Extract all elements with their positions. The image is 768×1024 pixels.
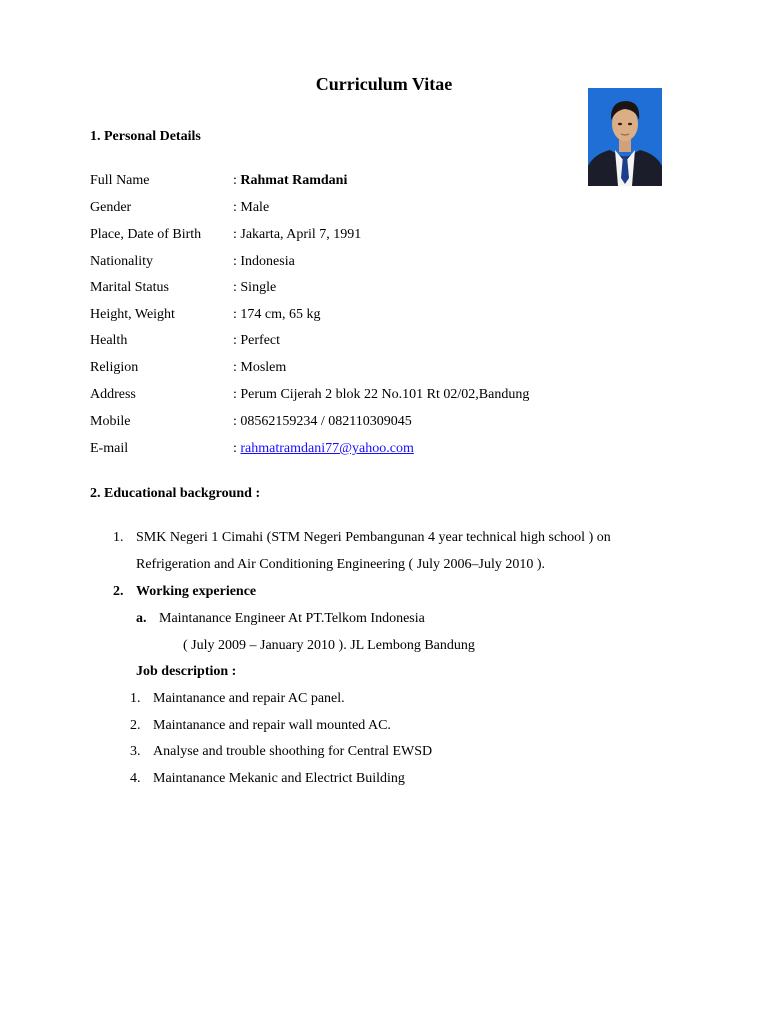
full-name-value: Rahmat Ramdani	[240, 173, 348, 188]
separator: :	[233, 441, 241, 456]
nationality-value: Indonesia	[240, 254, 295, 269]
job-number: 2.	[130, 718, 141, 733]
job-number: 4.	[130, 771, 141, 786]
work-number: 2.	[113, 584, 124, 599]
work-heading: Working experience	[136, 584, 257, 599]
field-label: Height, Weight	[90, 307, 175, 322]
education-heading: 2. Educational background :	[90, 486, 261, 501]
separator: :	[233, 414, 241, 429]
mobile-value: 08562159234 / 082110309045	[240, 414, 412, 429]
separator: :	[233, 387, 241, 402]
marital-value: Single	[240, 280, 277, 295]
religion-value: Moslem	[240, 360, 287, 375]
field-label: E-mail	[90, 441, 129, 456]
work-item-line-1: Maintanance Engineer At PT.Telkom Indonesia	[159, 611, 425, 626]
field-label: Address	[90, 387, 136, 402]
profile-photo	[588, 88, 662, 186]
gender-value: Male	[240, 200, 270, 215]
field-label: Full Name	[90, 173, 150, 188]
field-label: Place, Date of Birth	[90, 227, 202, 242]
education-line-2: Refrigeration and Air Conditioning Engineering ( July 2006–July 2010 ).	[136, 557, 546, 572]
job-item: Maintanance and repair AC panel.	[153, 691, 345, 706]
field-value	[233, 358, 286, 378]
separator: :	[233, 360, 241, 375]
separator: :	[233, 280, 241, 295]
field-label: Nationality	[90, 254, 153, 269]
field-value	[233, 252, 295, 272]
separator: :	[233, 200, 241, 215]
education-number: 1.	[113, 530, 124, 545]
field-value	[233, 171, 347, 191]
field-label: Gender	[90, 200, 132, 215]
field-value	[233, 385, 529, 405]
field-value	[233, 412, 412, 432]
job-description-heading: Job description :	[136, 664, 237, 679]
work-item-line-2: ( July 2009 – January 2010 ). JL Lembong Bandung	[183, 638, 475, 653]
job-item: Analyse and trouble shoothing for Central EWSD	[153, 744, 433, 759]
job-number: 1.	[130, 691, 141, 706]
work-item-letter: a.	[136, 611, 147, 626]
separator: :	[233, 333, 241, 348]
separator: :	[233, 227, 241, 242]
field-label: Religion	[90, 360, 139, 375]
separator: :	[233, 173, 241, 188]
separator: :	[233, 254, 241, 269]
job-item: Maintanance Mekanic and Electrict Building	[153, 771, 405, 786]
email-link[interactable]: rahmatramdani77@yahoo.com	[240, 441, 414, 456]
address-value: Perum Cijerah 2 blok 22 No.101 Rt 02/02,Bandung	[240, 387, 530, 402]
job-item: Maintanance and repair wall mounted AC.	[153, 718, 391, 733]
field-value	[233, 198, 269, 218]
document-title: Curriculum Vitae	[315, 74, 453, 94]
field-value	[233, 225, 361, 245]
job-number: 3.	[130, 744, 141, 759]
profile-photo-image	[588, 88, 662, 186]
field-value	[233, 439, 414, 459]
education-line-1: SMK Negeri 1 Cimahi (STM Negeri Pembangunan 4 year technical high school ) on	[136, 530, 611, 545]
health-value: Perfect	[240, 333, 281, 348]
birth-value: Jakarta, April 7, 1991	[240, 227, 362, 242]
field-label: Marital Status	[90, 280, 169, 295]
field-value	[233, 305, 321, 325]
field-label: Health	[90, 333, 128, 348]
field-label: Mobile	[90, 414, 131, 429]
separator: :	[233, 307, 241, 322]
height-weight-value: 174 cm, 65 kg	[240, 307, 321, 322]
personal-details-heading: 1. Personal Details	[90, 129, 201, 144]
field-value	[233, 278, 276, 298]
field-value	[233, 331, 280, 351]
